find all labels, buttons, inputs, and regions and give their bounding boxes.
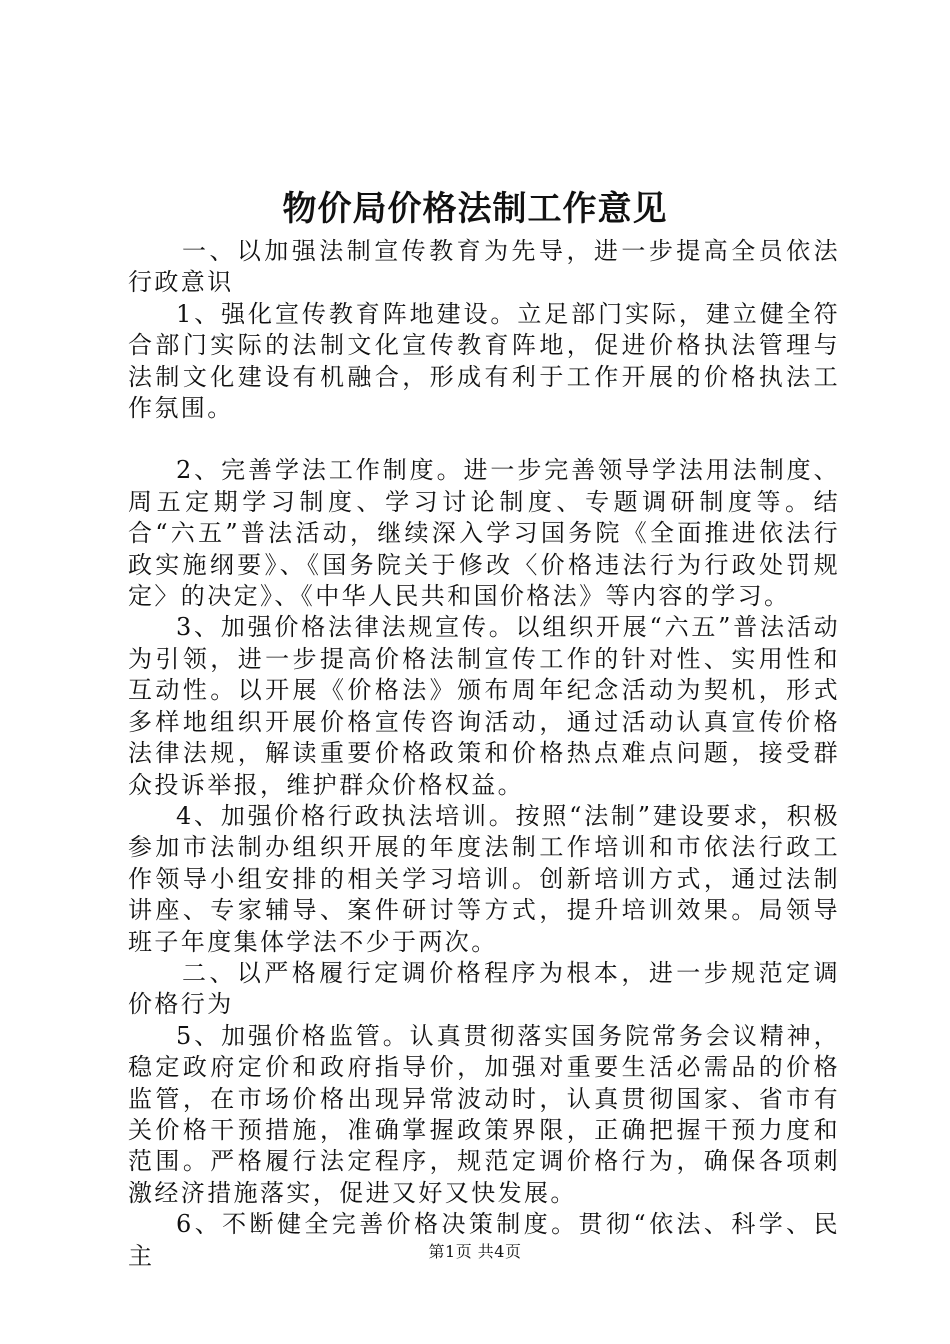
paragraph: 2、完善学法工作制度。进一步完善领导学法用法制度、周五定期学习制度、学习讨论制度、专题调研制度等。结合“六五”普法活动，继续深入学习国务院《全面推进依法行政实施纲要》、《国务院关于修改〈价格违法行为行政处罚规定〉的决定》、《中华人民共和国价格法》等内容的学习。 — [128, 456, 840, 611]
section-heading: 二、以严格履行定调价格程序为根本，进一步规范定调价格行为 — [128, 958, 840, 1019]
page-number: 第1页 共4页 — [428, 1242, 522, 1261]
paragraph: 1、强化宣传教育阵地建设。立足部门实际，建立健全符合部门实际的法制文化宣传教育阵地，促进价格执法管理与法制文化建设有机融合，形成有利于工作开展的价格执法工作氛围。 — [128, 299, 840, 423]
paragraph: 6、不断健全完善价格决策制度。贯彻“依法、科学、民主 — [128, 1210, 840, 1270]
document-body — [128, 236, 840, 1272]
paragraph: 4、加强价格行政执法培训。按照“法制”建设要求，积极参加市法制办组织开展的年度法制工作培训和市依法行政工作领导小组安排的相关学习培训。创新培训方式，通过法制讲座、专家辅导、案件研讨等方式，提升培训效果。局领导班子年度集体学法不少于两次。 — [128, 801, 840, 956]
section-heading: 一、以加强法制宣传教育为先导，进一步提高全员依法行政意识 — [128, 237, 840, 297]
paragraph: 5、加强价格监管。认真贯彻落实国务院常务会议精神，稳定政府定价和政府指导价，加强对重要生活必需品的价格监管，在市场价格出现异常波动时，认真贯彻国家、省市有关价格干预措施，准确掌握政策界限，正确把握干预力度和范围。严格履行法定程序，规范定调价格行为，确保各项刺激经济措施落实，促进又好又快发展。 — [128, 1021, 840, 1207]
document-title: 物价局价格法制工作意见 — [282, 189, 668, 229]
paragraph: 3、加强价格法律法规宣传。以组织开展“六五”普法活动为引领，进一步提高价格法制宣传工作的针对性、实用性和互动性。以开展《价格法》颁布周年纪念活动为契机，形式多样地组织开展价格宣传咨询活动，通过活动认真宣传价格法律法规，解读重要价格政策和价格热点难点问题，接受群众投诉举报，维护群众价格权益。 — [128, 613, 840, 799]
